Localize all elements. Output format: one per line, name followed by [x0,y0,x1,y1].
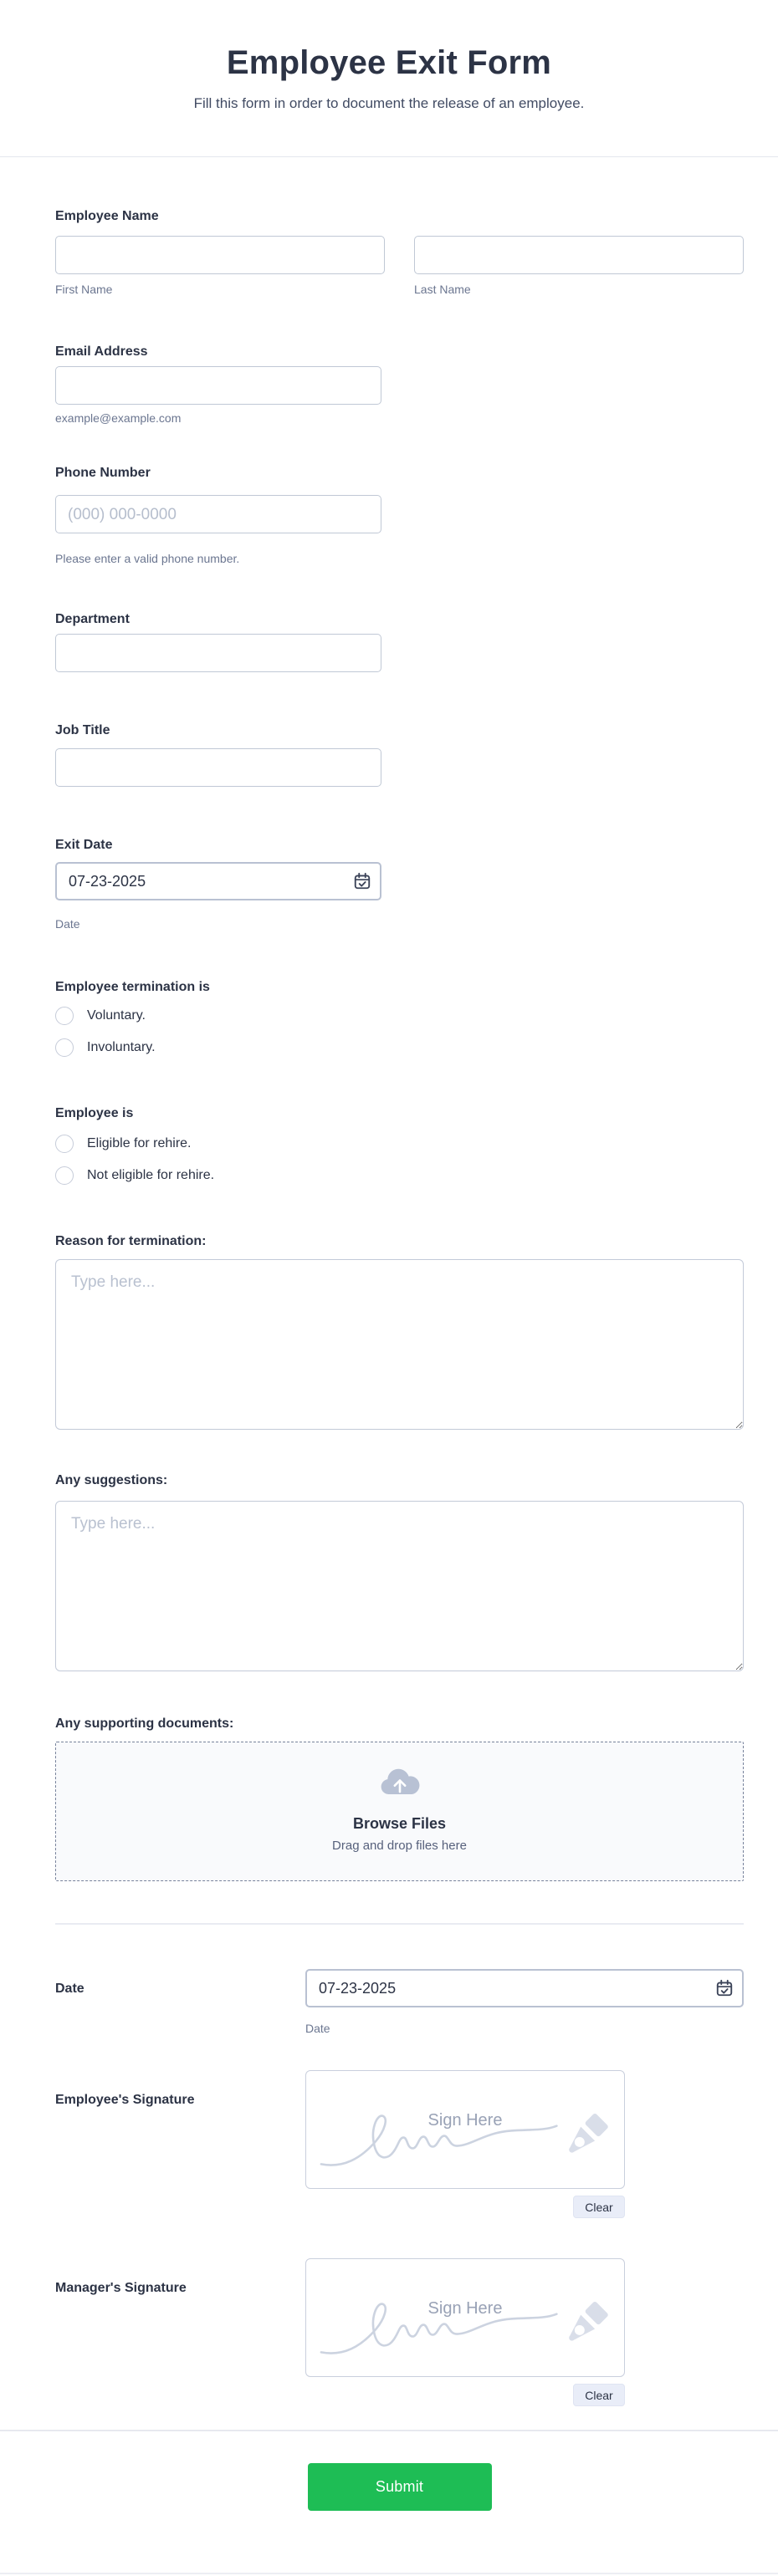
field-date [55,1969,744,2036]
exit-date-input[interactable] [55,862,381,900]
employee-name-label: Employee Name [55,209,159,223]
page-subtitle: Fill this form in order to document the release of an employee. [193,95,585,111]
department-input[interactable] [55,634,381,672]
radio-option-label: Eligible for rehire. [87,1136,192,1150]
sign-here-text: Sign Here [427,2299,503,2318]
reason-textarea[interactable] [55,1259,744,1430]
field-suggestions [55,1472,744,1671]
employee-signature-clear-button[interactable]: Clear [573,2196,625,2218]
phone-hint: Please enter a valid phone number. [55,552,240,565]
radio-button-icon[interactable] [55,1135,74,1153]
radio-option-not-eligible[interactable] [55,1166,744,1185]
field-manager-signature [55,2258,744,2406]
exit-date-label: Exit Date [55,838,113,852]
email-hint: example@example.com [55,411,182,425]
termination-label: Employee termination is [55,980,210,994]
calendar-icon[interactable] [715,1979,734,1997]
field-employee-signature [55,2070,744,2218]
footer-divider [0,2430,778,2431]
section-divider [55,1923,744,1925]
field-reason [55,1232,744,1430]
employee-signature-pad[interactable] [305,2070,625,2189]
date-sublabel: Date [305,2022,330,2035]
email-label: Email Address [55,344,148,359]
calendar-icon[interactable] [353,872,371,890]
browse-files-button[interactable]: Browse Files [352,1815,447,1832]
radio-button-icon[interactable] [55,1007,74,1025]
field-department [55,610,744,672]
documents-label: Any supporting documents: [55,1716,234,1731]
job-title-input[interactable] [55,748,381,787]
radio-option-label: Involuntary. [87,1040,156,1054]
file-upload-dropzone[interactable] [55,1742,744,1881]
date-input[interactable] [305,1969,744,2007]
radio-option-voluntary[interactable] [55,1007,744,1025]
radio-option-label: Voluntary. [87,1008,146,1023]
reason-label: Reason for termination: [55,1234,207,1248]
last-name-sublabel: Last Name [414,283,471,296]
phone-label: Phone Number [55,466,151,480]
form-header [0,0,778,157]
radio-option-label: Not eligible for rehire. [87,1168,215,1182]
suggestions-textarea[interactable] [55,1501,744,1671]
field-phone [55,464,744,566]
field-employee-name [55,207,744,297]
radio-option-involuntary[interactable] [55,1038,744,1057]
exit-date-sublabel: Date [55,917,80,931]
field-email [55,343,744,426]
date-label: Date [55,1982,84,1996]
submit-button[interactable]: Submit [308,2463,492,2511]
last-name-input[interactable] [414,236,744,274]
manager-signature-label: Manager's Signature [55,2281,187,2295]
radio-option-eligible[interactable] [55,1135,744,1153]
manager-signature-clear-button[interactable]: Clear [573,2384,625,2406]
radio-button-icon[interactable] [55,1038,74,1057]
field-rehire [55,1104,744,1185]
drag-drop-text: Drag and drop files here [332,1839,467,1853]
field-termination [55,978,744,1057]
field-job-title [55,722,744,787]
field-documents [55,1715,744,1881]
radio-button-icon[interactable] [55,1166,74,1185]
page-title: Employee Exit Form [226,44,552,81]
manager-signature-pad[interactable] [305,2258,625,2377]
rehire-label: Employee is [55,1106,134,1120]
field-exit-date [55,836,744,931]
first-name-sublabel: First Name [55,283,113,296]
form-body [0,157,778,2552]
suggestions-label: Any suggestions: [55,1473,168,1487]
sign-here-text: Sign Here [427,2111,503,2130]
phone-input[interactable] [55,495,381,533]
job-title-label: Job Title [55,723,110,737]
cloud-upload-icon [378,1768,422,1798]
email-input[interactable] [55,366,381,405]
department-label: Department [55,612,130,626]
first-name-input[interactable] [55,236,385,274]
employee-signature-label: Employee's Signature [55,2093,195,2107]
